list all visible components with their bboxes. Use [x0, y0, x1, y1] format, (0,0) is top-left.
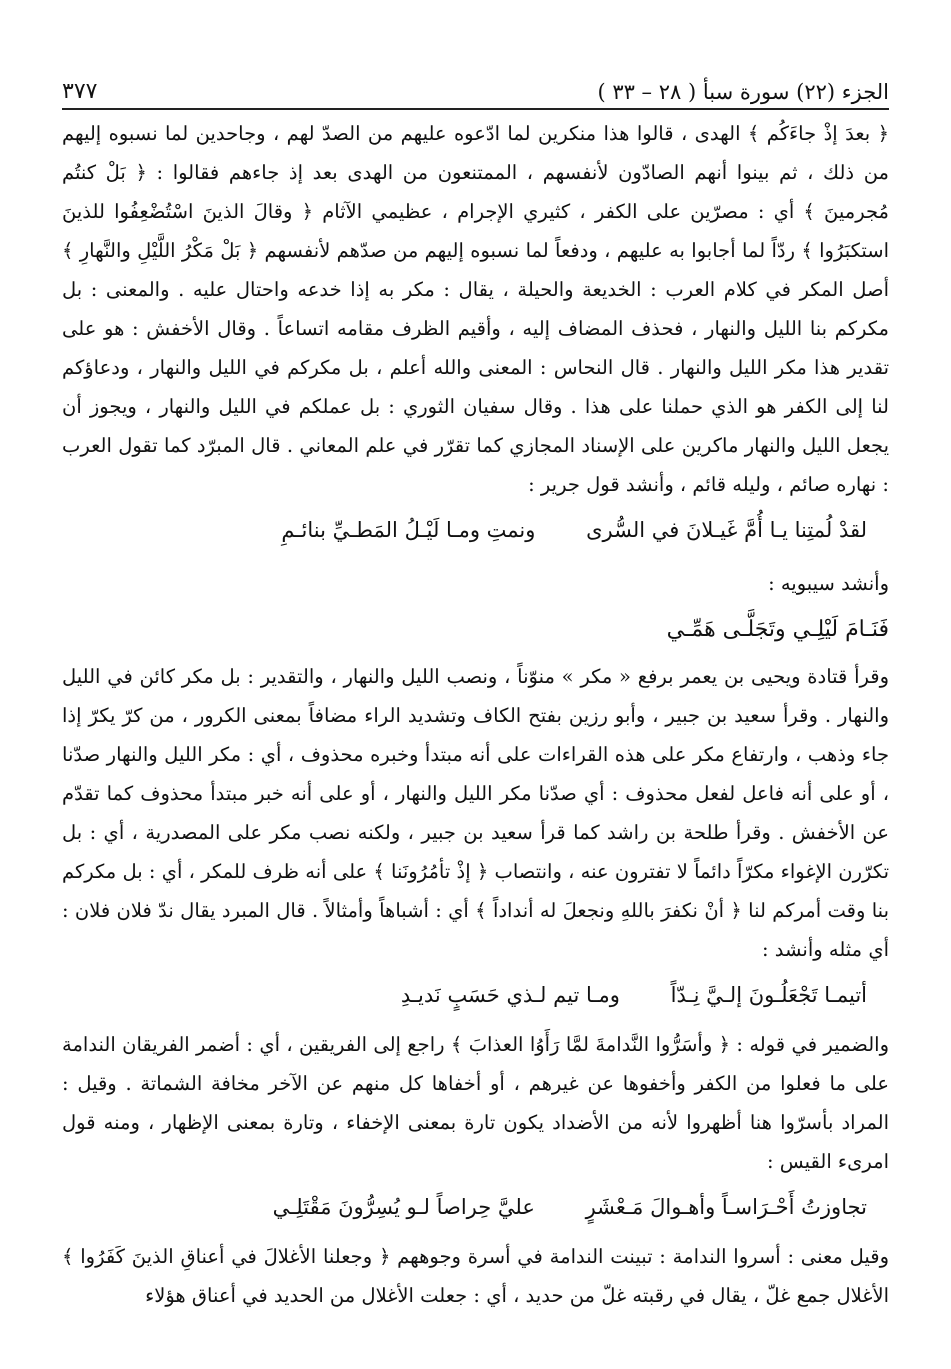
- verse-jarir-second-hemistich: ونمتِ ومـا لَيْـلُ المَطـيِّ بنائـمِ: [281, 518, 536, 542]
- verse-mubarrad-second-hemistich: ومـا تيم لـذي حَسَبٍ نَديـدِ: [400, 983, 620, 1007]
- verse-jarir: [62, 510, 889, 550]
- page-number: ٣٧٧: [62, 79, 98, 104]
- sibawayh-intro: وأنشد سيبويه :: [768, 572, 889, 595]
- verse-mubarrad: [62, 975, 889, 1015]
- paragraph-1: ﴿ بعدَ إذْ جاءَكُم ﴾ الهدى ، قالوا هذا منكرين لما ادّعوه عليهم من الصدّ لهم ، وجاحدين لما نسبوه إليهم من ذلك ، ثم بينوا أنهم الصادّون لأنفسهم ، الممتنعون من الهدى بعد إذ جاءهم فقالوا : ﴿ بَلْ كنتُم مُجرمينَ ﴾ أي : مصرّين على الكفر ، كثيري الإجرام ، عظيمي الآثام ﴿ وقالَ الذينَ اسْتُضْعِفُوا للذينَ استكبَرُوا ﴾ ردّاً لما أجابوا به عليهم ، ودفعاً لما نسبوه إليهم من صدّهم لأنفسهم ﴿ بَلْ مَكْرُ اللَّيْلِ والنَّهارِ ﴾ أصل المكر في كلام العرب : الخديعة والحيلة ، يقال : مكر به إذا خدعه واحتال عليه . والمعنى : بل مكركم بنا الليل والنهار ، فحذف المضاف إليه ، وأقيم الظرف مقامه اتساعاً . وقال الأخفش : هو على تقدير هذا مكر الليل والنهار . قال النحاس : المعنى والله أعلم ، بل مكركم في الليل والنهار ، ودعاؤكم لنا إلى الكفر هو الذي حملنا على هذا . وقال سفيان الثوري : بل عملكم في الليل والنهار ، ويجوز أن يجعل الليل والنهار ماكرين على الإسناد المجازي كما تقرّر في علم المعاني . قال المبرّد كما تقول العرب : نهاره صائم ، وليله قائم ، وأنشد قول جرير :: [62, 122, 889, 496]
- paragraph-2: وقرأ قتادة ويحيى بن يعمر برفع « مكر » منوّناً ، ونصب الليل والنهار ، والتقدير : بل مكر كائن في الليل والنهار . وقرأ سعيد بن جبير ، وأبو رزين بفتح الكاف وتشديد الراء مضافاً بمعنى الكرور ، من كرّ يكرّ إذا جاء وذهب ، وارتفاع مكر على هذه القراءات على أنه مبتدأ وخبره محذوف ، أي : مكر الليل والنهار صدّنا ، أو على أنه فاعل لفعل محذوف : أي صدّنا مكر الليل والنهار ، أو على أنه خبر مبتدأ محذوف كما تقدّم عن الأخفش . وقرأ طلحة بن راشد كما قرأ سعيد بن جبير ، ولكنه نصب مكر على المصدرية ، أي : بل تكرّرن الإغواء مكرّاً دائماً لا تفترون عنه ، وانتصاب ﴿ إذْ تأمُرُونَنا ﴾ على أنه ظرف للمكر ، أي : بل مكركم بنا وقت أمركم لنا ﴿ أنْ نكفرَ باللهِ ونجعلَ له أنداداً ﴾ أي : أشباهاً وأمثالاً . قال المبرد يقال ندّ فلان فلان : أي مثله وأنشد :: [62, 665, 889, 961]
- verse-jarir-first-hemistich: لقدْ لُمتِنا يـا أُمَّ غَيـلانَ في السُّرى: [586, 518, 867, 542]
- verse-imru-al-qays-first-hemistich: تجاوزتُ أَحْـرَاسـاً وأهـوالَ مَـعْشَرٍ: [585, 1195, 867, 1219]
- running-title: الجزء (٢٢) سورة سبأ ( ٢٨ – ٣٣ ): [597, 80, 889, 104]
- page-body: [62, 114, 889, 1315]
- verse-sibawayh: فَنَـامَ لَيْلِـي وتَجَلَّـى هَمِّـي: [666, 617, 889, 642]
- paragraph-3: والضمير في قوله : ﴿ وأسَرُّوا النَّدامةَ لمَّا رَأَوُا العذابَ ﴾ راجع إلى الفريقين ، أي : أضمر الفريقان الندامة على ما فعلوا من الكفر وأخفوها عن غيرهم ، أو أخفاها كل منهم عن الآخر مخافة الشماتة . وقيل : المراد بأسرّوا هنا أظهروا لأنه من الأضداد يكون تارة بمعنى الإخفاء ، وتارة بمعنى الإظهار ، ومنه قول امرىء القيس :: [62, 1033, 889, 1173]
- verse-mubarrad-first-hemistich: أتيمـا تَجْعَلُـونَ إلـيَّ نِـدّاً: [670, 983, 867, 1007]
- verse-imru-al-qays-second-hemistich: عليَّ حِراصاً لـو يُسِرُّونَ مَقْتَلِـي: [272, 1195, 535, 1219]
- header-rule: [62, 108, 889, 110]
- page-header: [62, 70, 889, 110]
- verse-imru-al-qays: [62, 1187, 889, 1227]
- paragraph-4: وقيل معنى : أسروا الندامة : تبينت الندامة في أسرة وجوههم ﴿ وجعلنا الأغلالَ في أعناقِ الذينَ كَفَرُوا ﴾ الأغلال جمع غلّ ، يقال في رقبته غلّ من حديد ، أي : جعلت الأغلال من الحديد في أعناق هؤلاء: [62, 1245, 889, 1307]
